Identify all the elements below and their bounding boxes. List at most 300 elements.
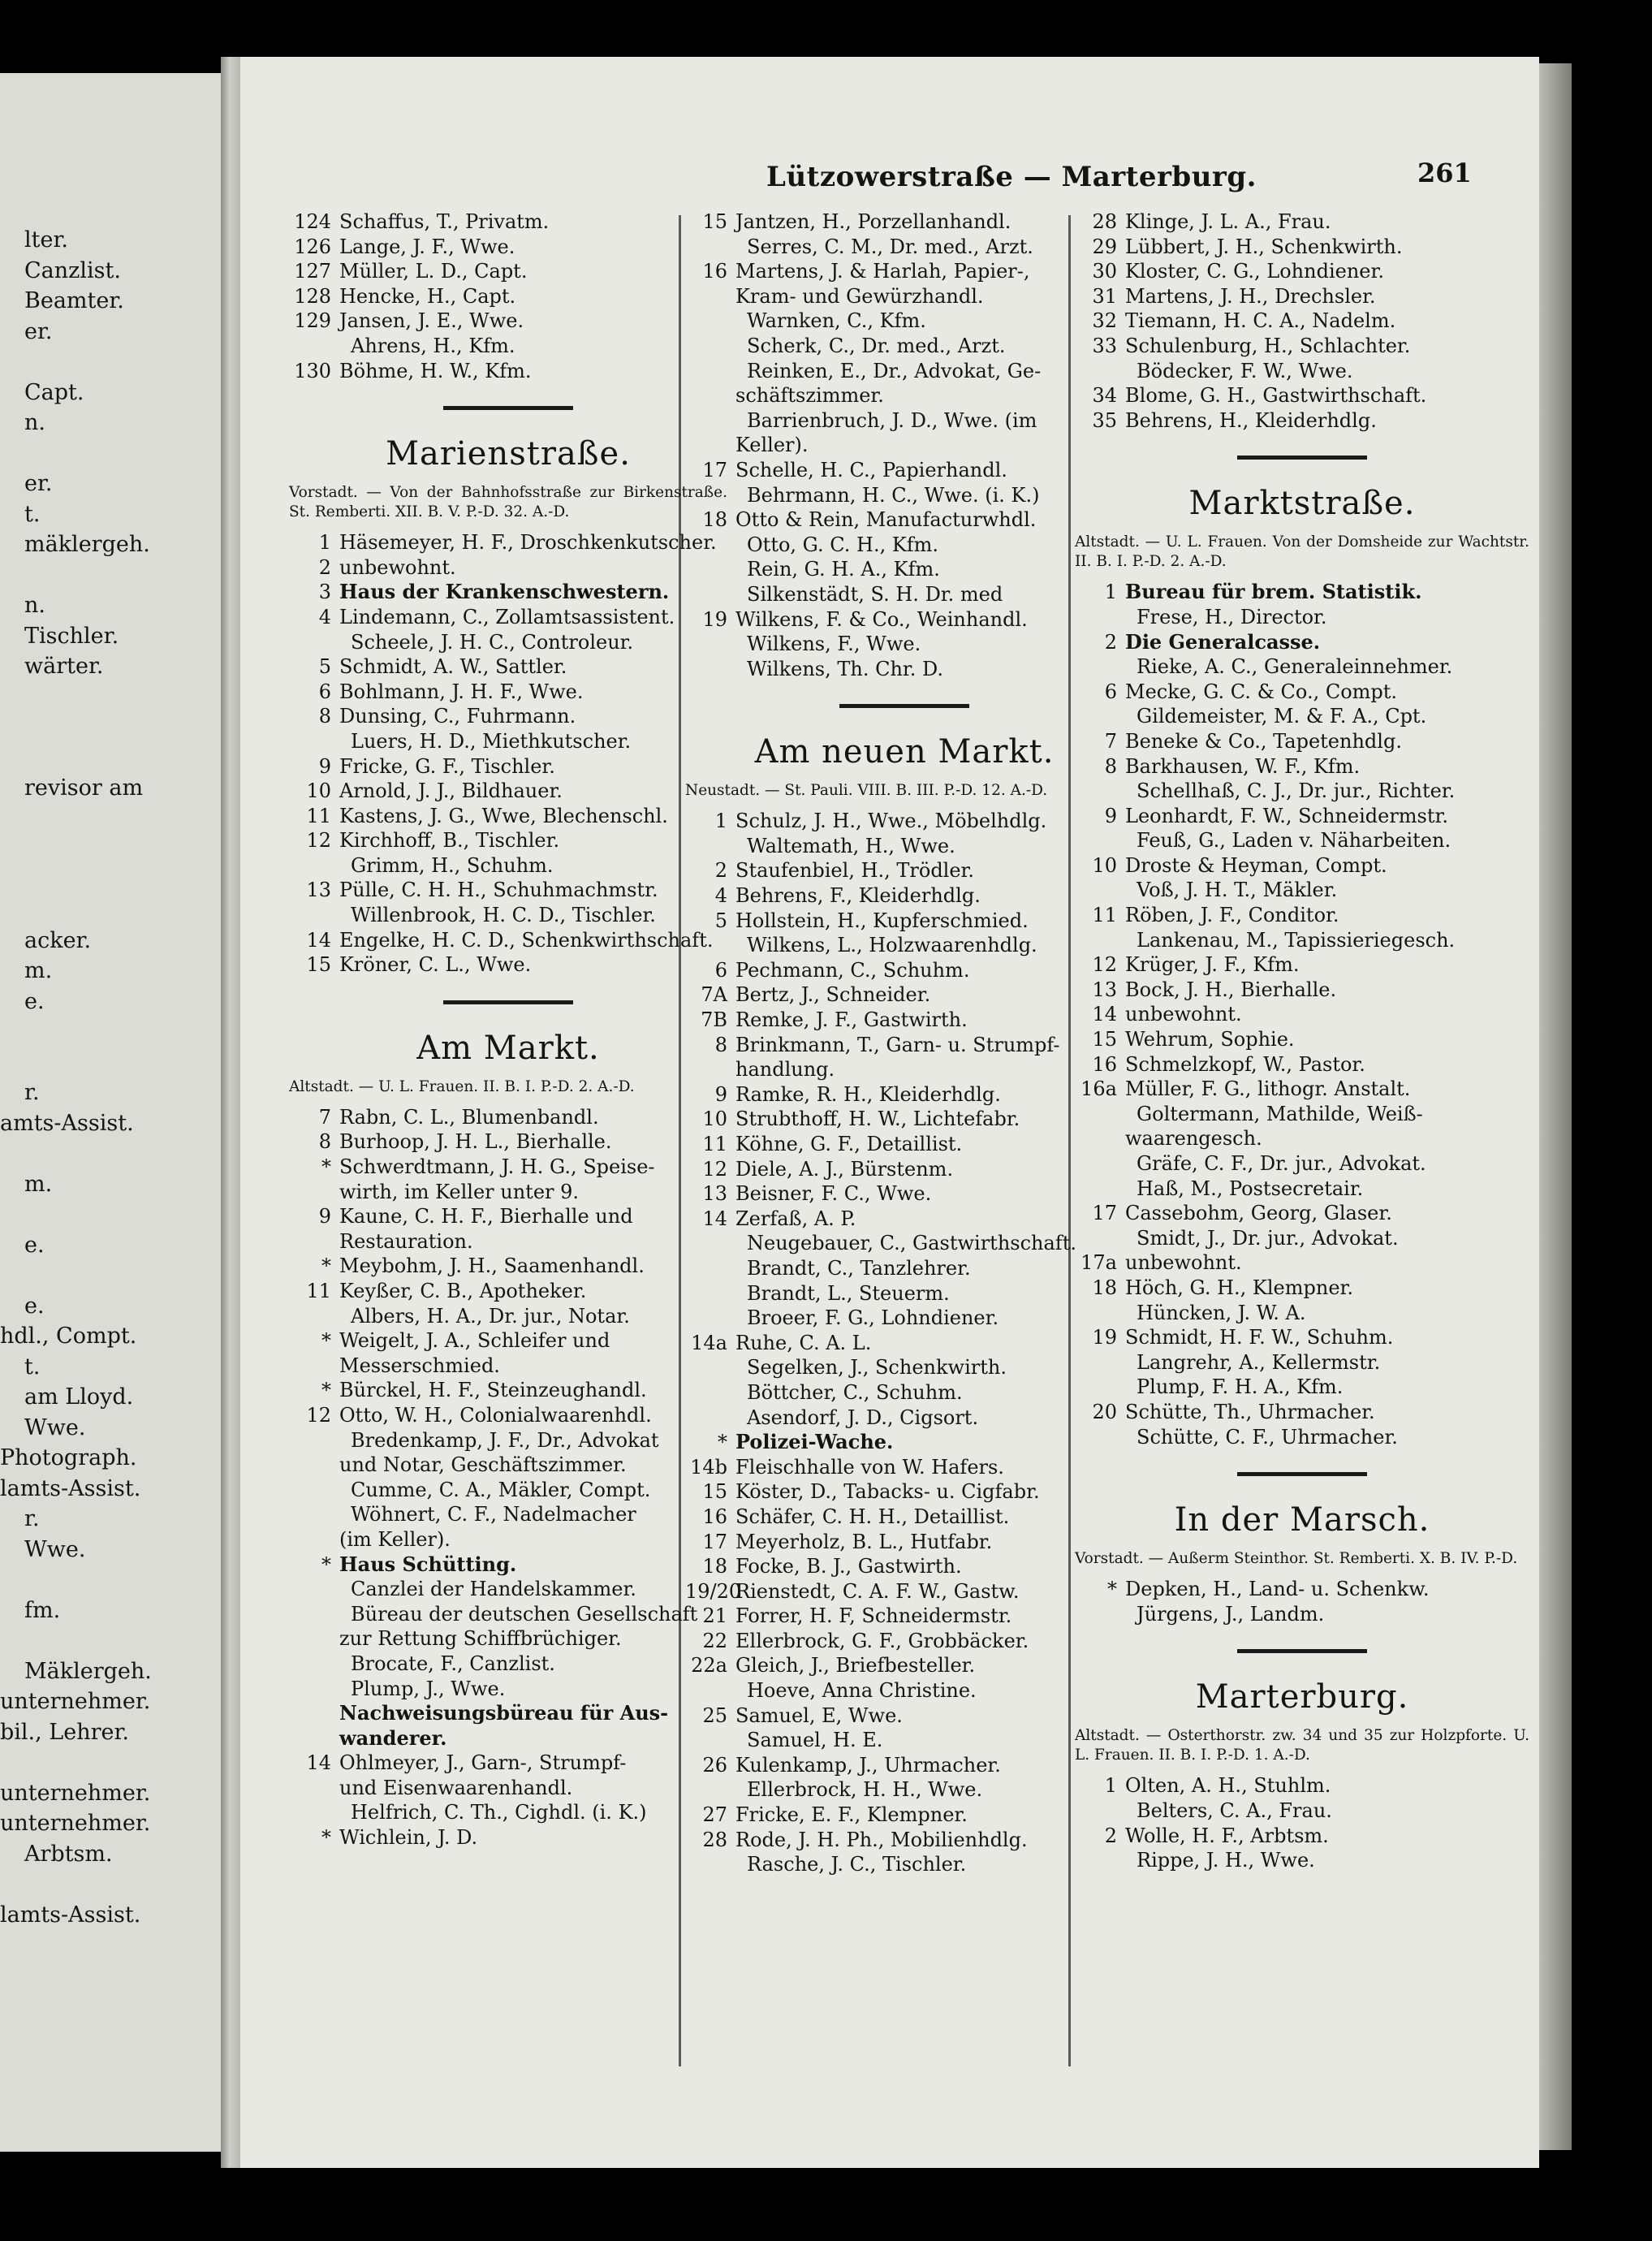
- section-divider: [443, 1000, 573, 1004]
- resident-text: wanderer.: [339, 1725, 447, 1750]
- directory-entry: [289, 1204, 727, 1229]
- house-number: 7: [318, 1105, 331, 1129]
- directory-entry: [289, 1701, 727, 1726]
- directory-entry: [1075, 1250, 1529, 1276]
- street-heading: Am neuen Markt.: [754, 733, 1055, 771]
- entry-continuation: [1075, 1126, 1529, 1151]
- directory-entry: [685, 1033, 1124, 1058]
- house-number: 8: [318, 705, 331, 728]
- resident-text: Schulenburg, H., Schlachter.: [1125, 334, 1411, 357]
- resident-text: waarengesch.: [1125, 1127, 1262, 1151]
- directory-entry: [685, 1579, 1124, 1604]
- house-number: 2: [1104, 630, 1117, 654]
- directory-entry: [289, 1825, 727, 1850]
- resident-text: Wehrum, Sophie.: [1125, 1028, 1295, 1051]
- directory-entry: [1075, 1400, 1529, 1425]
- house-number: *: [321, 1552, 331, 1576]
- section-divider: [1237, 1472, 1367, 1476]
- resident-text: Wolle, H. F., Arbtsm.: [1125, 1824, 1329, 1847]
- resident-text: Droste & Heyman, Compt.: [1125, 853, 1387, 877]
- house-number: 11: [306, 1280, 331, 1302]
- resident-text: Köhne, G. F., Detaillist.: [735, 1133, 963, 1155]
- entry-continuation: [289, 1354, 727, 1379]
- house-number: 126: [294, 235, 331, 258]
- directory-entry: [685, 1008, 1124, 1033]
- directory-entry: [289, 729, 727, 754]
- resident-text: Fleischhalle von W. Hafers.: [735, 1455, 1004, 1479]
- house-number: 30: [1092, 260, 1117, 283]
- directory-entry: [1075, 704, 1529, 729]
- directory-entry: [289, 309, 727, 334]
- resident-text: Otto & Rein, Manufacturwhdl.: [735, 508, 1037, 532]
- directory-entry: [685, 1331, 1124, 1356]
- house-number: 11: [1092, 904, 1117, 927]
- house-number: 124: [294, 210, 331, 233]
- resident-text: Cumme, C. A., Mäkler, Compt.: [351, 1478, 651, 1501]
- directory-entry: [289, 1129, 727, 1155]
- house-number: 32: [1092, 309, 1117, 333]
- resident-text: und Notar, Geschäftszimmer.: [339, 1453, 627, 1477]
- resident-text: Samuel, H. E.: [747, 1729, 883, 1752]
- directory-entry: [1075, 1824, 1529, 1849]
- house-number: 14a: [691, 1331, 727, 1354]
- directory-entry: [685, 533, 1124, 558]
- directory-entry: [289, 530, 727, 555]
- left-page-text: am Lloyd.: [24, 1384, 134, 1410]
- house-number: 10: [1092, 853, 1117, 877]
- house-number: 17: [1092, 1202, 1117, 1225]
- resident-text: Bredenkamp, J. F., Dr., Advokat: [351, 1428, 659, 1452]
- left-page-text: er.: [24, 318, 53, 344]
- directory-entry: [1075, 729, 1529, 754]
- directory-entry: [685, 1405, 1124, 1431]
- resident-text: Bureau für brem. Statistik.: [1125, 580, 1422, 604]
- house-number: 14: [702, 1207, 727, 1230]
- resident-text: Keyßer, C. B., Apotheker.: [339, 1280, 587, 1302]
- house-number: 11: [702, 1133, 727, 1155]
- house-number: 8: [714, 1033, 727, 1056]
- directory-entry: [685, 1157, 1124, 1182]
- house-number: 18: [1092, 1276, 1117, 1299]
- directory-entry: [1075, 1375, 1529, 1400]
- resident-text: Schmelzkopf, W., Pastor.: [1125, 1052, 1365, 1076]
- directory-entry: [1075, 1226, 1529, 1251]
- entry-continuation: [289, 1726, 727, 1751]
- house-number: 127: [294, 260, 331, 283]
- directory-entry: [685, 582, 1124, 607]
- left-page-text: wärter.: [24, 654, 104, 679]
- directory-entry: [1075, 1201, 1529, 1226]
- directory-entry: [685, 809, 1124, 834]
- house-number: 9: [714, 1082, 727, 1106]
- resident-text: Helfrich, C. Th., Cighdl. (i. K.): [351, 1801, 647, 1824]
- resident-text: Schütte, C. F., Uhrmacher.: [1137, 1425, 1398, 1449]
- directory-entry: [685, 1653, 1124, 1678]
- directory-entry: [685, 858, 1124, 883]
- house-number: 9: [1104, 804, 1117, 827]
- house-number: 128: [294, 284, 331, 308]
- house-number: 19: [1092, 1326, 1117, 1349]
- street-heading: Am Markt.: [416, 1029, 600, 1067]
- directory-column-2: [685, 209, 1124, 1877]
- directory-entry: [685, 483, 1124, 508]
- section-divider: [1237, 1649, 1367, 1653]
- resident-text: Arnold, J. J., Bildhauer.: [339, 779, 563, 803]
- resident-text: Pülle, C. H. H., Schuhmachmstr.: [339, 879, 658, 902]
- street-heading: Marterburg.: [1195, 1678, 1409, 1716]
- resident-text: Klinge, J. L. A., Frau.: [1125, 210, 1331, 233]
- resident-text: Kram- und Gewürzhandl.: [735, 284, 984, 308]
- resident-text: Schaffus, T., Privatm.: [339, 210, 550, 233]
- resident-text: Warnken, C., Kfm.: [747, 309, 926, 333]
- resident-text: (im Keller).: [339, 1527, 451, 1551]
- house-number: 1: [1104, 581, 1117, 604]
- directory-entry: [685, 359, 1124, 384]
- directory-entry: [289, 1403, 727, 1428]
- entry-continuation: [685, 1057, 1124, 1082]
- resident-text: Wilkens, L., Holzwaarenhdlg.: [747, 934, 1037, 957]
- directory-entry: [1075, 1151, 1529, 1177]
- resident-text: zur Rettung Schiffbrüchiger.: [339, 1627, 622, 1651]
- house-number: *: [1107, 1578, 1117, 1601]
- entry-continuation: [289, 1180, 727, 1205]
- resident-text: Fricke, E. F., Klempner.: [735, 1803, 968, 1827]
- directory-entry: [685, 1678, 1124, 1703]
- directory-entry: [685, 1803, 1124, 1828]
- directory-entry: [685, 235, 1124, 260]
- directory-entry: [685, 557, 1124, 582]
- house-number: 130: [294, 359, 331, 382]
- directory-entry: [685, 408, 1124, 434]
- left-page-text: lter.: [24, 227, 68, 253]
- resident-text: Haß, M., Postsecretair.: [1137, 1177, 1364, 1200]
- resident-text: Rein, G. H. A., Kfm.: [747, 558, 940, 581]
- resident-text: Böhme, H. W., Kfm.: [339, 359, 532, 382]
- house-number: 17a: [1080, 1251, 1117, 1275]
- directory-entry: [289, 1502, 727, 1527]
- directory-entry: [1075, 309, 1529, 334]
- left-page-text: unternehmer.: [0, 1780, 151, 1806]
- directory-entry: [1075, 383, 1529, 408]
- house-number: 22a: [691, 1654, 727, 1678]
- resident-text: Schmidt, H. F. W., Schuhm.: [1125, 1326, 1394, 1349]
- resident-text: Köster, D., Tabacks- u. Cigfabr.: [735, 1480, 1040, 1504]
- directory-entry: [685, 1629, 1124, 1654]
- resident-text: Behrens, F., Kleiderhdlg.: [735, 884, 981, 908]
- left-page-text: r.: [24, 1506, 40, 1531]
- resident-text: Rasche, J. C., Tischler.: [747, 1853, 967, 1876]
- directory-entry: [289, 878, 727, 903]
- resident-text: Ahrens, H., Kfm.: [351, 334, 515, 357]
- resident-text: Tiemann, H. C. A., Nadelm.: [1125, 309, 1396, 333]
- resident-text: Rode, J. H. Ph., Mobilienhdlg.: [735, 1828, 1028, 1851]
- house-number: 9: [318, 1205, 331, 1228]
- house-number: 5: [714, 909, 727, 932]
- house-number: 35: [1092, 408, 1117, 432]
- resident-text: handlung.: [735, 1058, 835, 1082]
- resident-text: Gildemeister, M. & F. A., Cpt.: [1137, 705, 1427, 728]
- resident-text: unbewohnt.: [339, 555, 456, 579]
- house-number: 21: [702, 1604, 727, 1628]
- house-number: 1: [1104, 1774, 1117, 1798]
- directory-entry: [289, 1677, 727, 1702]
- directory-entry: [289, 804, 727, 829]
- left-page-text: Beamter.: [24, 288, 124, 313]
- entry-continuation: [289, 1776, 727, 1801]
- resident-text: Waltemath, H., Wwe.: [747, 834, 955, 857]
- resident-text: Frese, H., Director.: [1137, 605, 1327, 628]
- directory-entry: [1075, 1177, 1529, 1202]
- resident-text: Segelken, J., Schenkwirth.: [747, 1356, 1007, 1380]
- resident-text: Lankenau, M., Tapissieriegesch.: [1137, 928, 1456, 952]
- house-number: 2: [1104, 1824, 1117, 1847]
- directory-entry: [289, 1328, 727, 1354]
- resident-text: Schellhaß, C. J., Dr. jur., Richter.: [1137, 779, 1456, 803]
- entry-continuation: [289, 1527, 727, 1552]
- resident-text: Gleich, J., Briefbesteller.: [735, 1654, 976, 1678]
- directory-column-3: [1075, 209, 1529, 1873]
- directory-entry: [685, 1530, 1124, 1555]
- house-number: 4: [714, 884, 727, 908]
- house-number: 15: [702, 210, 727, 233]
- house-number: 25: [702, 1703, 727, 1727]
- directory-entry: [685, 958, 1124, 983]
- left-page-text: lamts-Assist.: [0, 1902, 141, 1928]
- left-page-text: revisor am: [24, 775, 144, 801]
- resident-text: Brocate, F., Canzlist.: [351, 1652, 555, 1675]
- directory-entry: [289, 928, 727, 953]
- resident-text: und Eisenwaarenhandl.: [339, 1776, 573, 1799]
- resident-text: Willenbrook, H. C. D., Tischler.: [351, 904, 656, 927]
- directory-entry: [1075, 1052, 1529, 1077]
- section-divider: [839, 704, 969, 708]
- resident-text: unbewohnt.: [1125, 1251, 1242, 1275]
- street-heading: Marktstraße.: [1188, 485, 1416, 523]
- resident-text: Kaune, C. H. F., Bierhalle und: [339, 1205, 633, 1228]
- directory-entry: [1075, 284, 1529, 309]
- resident-text: Polizei-Wache.: [735, 1430, 894, 1454]
- directory-entry: [289, 1602, 727, 1627]
- directory-entry: [685, 1455, 1124, 1480]
- directory-entry: [289, 235, 727, 260]
- directory-entry: [289, 259, 727, 284]
- left-page-text: mäklergeh.: [24, 532, 150, 557]
- resident-text: Reinken, E., Dr., Advokat, Ge-: [747, 359, 1042, 382]
- resident-text: Jantzen, H., Porzellanhandl.: [735, 210, 1011, 233]
- house-number: 31: [1092, 284, 1117, 308]
- resident-text: Beisner, F. C., Wwe.: [735, 1182, 932, 1206]
- resident-text: Rabn, C. L., Blumenbandl.: [339, 1105, 599, 1129]
- directory-entry: [1075, 978, 1529, 1003]
- house-number: 19/20: [685, 1579, 742, 1603]
- directory-entry: [1075, 1276, 1529, 1301]
- directory-entry: [685, 1207, 1124, 1232]
- directory-entry: [1075, 952, 1529, 978]
- directory-entry: [289, 1254, 727, 1279]
- resident-text: Rippe, J. H., Wwe.: [1137, 1849, 1315, 1872]
- street-district-note: Neustadt. — St. Pauli. VIII. B. III. P.-D. 12. A.-D.: [685, 782, 1048, 800]
- left-page-text: fm.: [24, 1597, 61, 1623]
- directory-entry: [1075, 1102, 1529, 1127]
- resident-text: Weigelt, J. A., Schleifer und: [339, 1329, 610, 1353]
- left-page-text: m.: [24, 958, 53, 983]
- resident-text: Kloster, C. G., Lohndiener.: [1125, 260, 1384, 283]
- left-page-text: bil., Lehrer.: [0, 1719, 130, 1745]
- resident-text: Mecke, G. C. & Co., Compt.: [1125, 680, 1398, 703]
- resident-text: Ohlmeyer, J., Garn-, Strumpf-: [339, 1751, 627, 1775]
- resident-text: Burhoop, J. H. L., Bierhalle.: [339, 1130, 612, 1154]
- directory-entry: [289, 209, 727, 235]
- resident-text: Fricke, G. F., Tischler.: [339, 754, 555, 778]
- directory-entry: [1075, 630, 1529, 655]
- directory-entry: [289, 334, 727, 359]
- resident-text: Brandt, C., Tanzlehrer.: [747, 1256, 971, 1280]
- resident-text: Albers, H. A., Dr. jur., Notar.: [351, 1304, 630, 1328]
- resident-text: Otto, W. H., Colonialwaarenhdl.: [339, 1403, 652, 1427]
- resident-text: Martens, J. H., Drechsler.: [1125, 284, 1376, 308]
- house-number: 14: [306, 928, 331, 952]
- resident-text: Canzlei der Handelskammer.: [351, 1578, 636, 1601]
- directory-entry: [685, 1505, 1124, 1530]
- street-district-note: Altstadt. — U. L. Frauen. Von der Domsheide zur Wachtstr. II. B. I. P.-D. 2. A.-D.: [1075, 533, 1529, 571]
- resident-text: Nachweisungsbüreau für Aus-: [339, 1701, 669, 1725]
- resident-text: Wilkens, Th. Chr. D.: [747, 657, 944, 680]
- house-number: 6: [1104, 680, 1117, 703]
- house-number: 18: [702, 1555, 727, 1578]
- directory-entry: [685, 933, 1124, 958]
- resident-text: Müller, F. G., lithogr. Anstalt.: [1125, 1077, 1411, 1101]
- resident-text: Samuel, E, Wwe.: [735, 1703, 903, 1727]
- directory-entry: [289, 680, 727, 705]
- house-number: 18: [702, 508, 727, 532]
- resident-text: Bohlmann, J. H. F., Wwe.: [339, 680, 584, 703]
- resident-text: Belters, C. A., Frau.: [1137, 1798, 1332, 1822]
- resident-text: Müller, L. D., Capt.: [339, 260, 528, 283]
- resident-text: Silkenstädt, S. H. Dr. med: [747, 582, 1003, 606]
- left-page-text: Wwe.: [24, 1536, 86, 1562]
- directory-entry: [685, 1828, 1124, 1853]
- resident-text: Diele, A. J., Bürstenm.: [735, 1157, 954, 1181]
- house-number: *: [321, 1379, 331, 1402]
- directory-entry: [289, 1652, 727, 1677]
- resident-text: Behrmann, H. C., Wwe. (i. K.): [747, 483, 1040, 507]
- resident-text: Kirchhoff, B., Tischler.: [339, 829, 560, 853]
- left-page-text: unternehmer.: [0, 1811, 151, 1836]
- resident-text: Voß, J. H. T., Mäkler.: [1137, 879, 1338, 902]
- resident-text: Luers, H. D., Miethkutscher.: [351, 729, 632, 753]
- directory-entry: [1075, 580, 1529, 605]
- house-number: 13: [702, 1182, 727, 1206]
- resident-text: Böttcher, C., Schuhm.: [747, 1380, 963, 1404]
- resident-text: Schelle, H. C., Papierhandl.: [735, 458, 1007, 481]
- street-district-note: Vorstadt. — Von der Bahnhofsstraße zur Birkenstraße. St. Remberti. XII. B. V. P.-D. 32. A.-D.: [289, 484, 727, 521]
- house-number: 1: [714, 810, 727, 833]
- house-number: 14: [306, 1751, 331, 1775]
- resident-text: Olten, A. H., Stuhlm.: [1125, 1774, 1331, 1798]
- directory-entry: [685, 1777, 1124, 1803]
- house-number: 16: [702, 260, 727, 283]
- resident-text: Lange, J. F., Wwe.: [339, 235, 515, 258]
- resident-text: Restauration.: [339, 1229, 473, 1253]
- directory-entry: [289, 1378, 727, 1403]
- directory-entry: [1075, 334, 1529, 359]
- directory-entry: [289, 952, 727, 978]
- directory-entry: [1075, 1325, 1529, 1350]
- resident-text: Gräfe, C. F., Dr. jur., Advokat.: [1137, 1152, 1426, 1175]
- entry-continuation: [685, 383, 1124, 408]
- directory-entry: [1075, 853, 1529, 879]
- directory-entry: [289, 704, 727, 729]
- resident-text: Remke, J. F., Gastwirth.: [735, 1008, 968, 1032]
- directory-entry: [1075, 359, 1529, 384]
- resident-text: Schmidt, A. W., Sattler.: [339, 655, 567, 679]
- entry-continuation: [289, 1453, 727, 1478]
- left-page-text: e.: [24, 1232, 45, 1258]
- resident-text: Martens, J. & Harlah, Papier-,: [735, 260, 1030, 283]
- resident-text: unbewohnt.: [1125, 1003, 1242, 1026]
- resident-text: Ruhe, C. A. L.: [735, 1331, 872, 1354]
- resident-text: Jansen, J. E., Wwe.: [339, 309, 524, 333]
- left-page-text: Capt.: [24, 379, 84, 405]
- resident-text: Beneke & Co., Tapetenhdlg.: [1125, 729, 1402, 753]
- resident-text: Plump, J., Wwe.: [351, 1677, 506, 1700]
- directory-entry: [1075, 1027, 1529, 1052]
- house-number: 22: [702, 1629, 727, 1652]
- resident-text: Plump, F. H. A., Kfm.: [1137, 1375, 1344, 1399]
- resident-text: Blome, G. H., Gastwirthschaft.: [1125, 384, 1427, 408]
- resident-text: Meybohm, J. H., Saamenhandl.: [339, 1254, 645, 1278]
- house-number: 1: [318, 531, 331, 555]
- directory-entry: [289, 1105, 727, 1130]
- directory-entry: [289, 1751, 727, 1776]
- house-number: 26: [702, 1753, 727, 1777]
- directory-entry: [1075, 1301, 1529, 1326]
- book-gutter: [221, 57, 240, 2168]
- left-page-text: n.: [24, 410, 45, 435]
- running-head: Lützowerstraße — Marterburg.: [766, 161, 1257, 193]
- resident-text: Die Generalcasse.: [1125, 629, 1321, 654]
- resident-text: Langrehr, A., Kellermstr.: [1137, 1350, 1381, 1374]
- resident-text: Serres, C. M., Dr. med., Arzt.: [747, 235, 1033, 258]
- directory-entry: [289, 1478, 727, 1503]
- resident-text: Keller).: [735, 434, 809, 457]
- house-number: 14: [1092, 1003, 1117, 1026]
- resident-text: Ellerbrock, G. F., Grobbäcker.: [735, 1629, 1029, 1652]
- resident-text: Barkhausen, W. F., Kfm.: [1125, 754, 1361, 778]
- directory-entry: [1075, 1577, 1529, 1602]
- directory-entry: [1075, 804, 1529, 829]
- directory-entry: [1075, 235, 1529, 260]
- house-number: 8: [318, 1130, 331, 1154]
- directory-entry: [1075, 1602, 1529, 1627]
- house-number: 9: [318, 754, 331, 778]
- house-number: 12: [306, 829, 331, 853]
- directory-entry: [289, 605, 727, 630]
- resident-text: Hoeve, Anna Christine.: [747, 1679, 977, 1703]
- resident-text: Häsemeyer, H. F., Droschkenkutscher.: [339, 531, 717, 555]
- street-heading: Marienstraße.: [386, 435, 631, 473]
- directory-entry: [1075, 1350, 1529, 1375]
- house-number: *: [321, 1155, 331, 1179]
- resident-text: Leonhardt, F. W., Schneidermstr.: [1125, 804, 1448, 827]
- directory-entry: [289, 903, 727, 928]
- house-number: 17: [702, 458, 727, 481]
- directory-entry: [685, 309, 1124, 334]
- resident-text: Behrens, H., Kleiderhdlg.: [1125, 408, 1377, 432]
- resident-text: Schulz, J. H., Wwe., Möbelhdlg.: [735, 810, 1047, 833]
- directory-entry: [1075, 209, 1529, 235]
- resident-text: Depken, H., Land- u. Schenkw.: [1125, 1578, 1430, 1601]
